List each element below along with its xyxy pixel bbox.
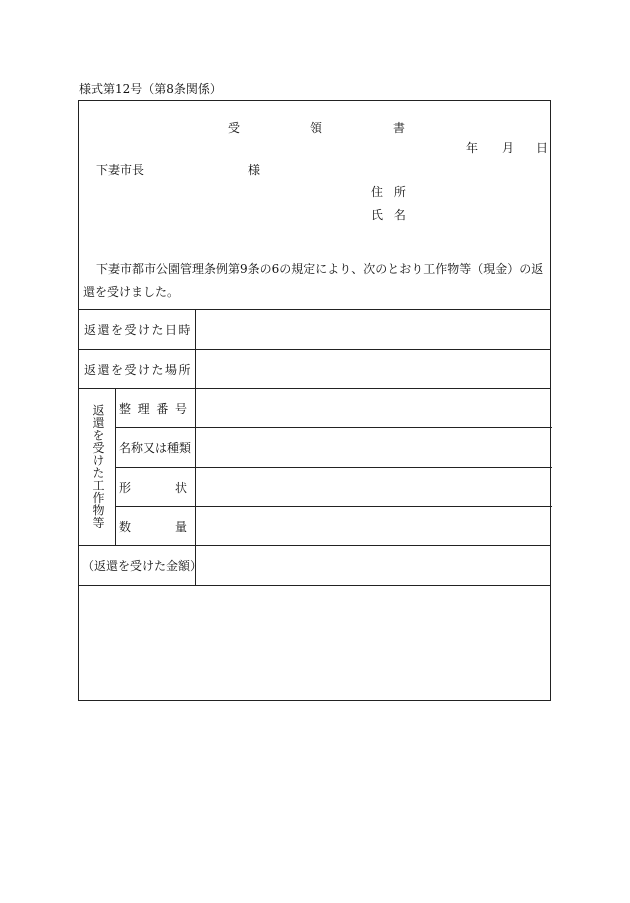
title-char-2: 領 bbox=[310, 121, 323, 135]
column-divider bbox=[115, 388, 116, 545]
serial-number-char-2: 理 bbox=[137, 401, 150, 416]
date-year: 年 bbox=[466, 141, 479, 155]
name-label-char-1: 氏 bbox=[371, 208, 384, 222]
name-or-type-field[interactable] bbox=[196, 428, 552, 467]
quantity-field[interactable] bbox=[196, 507, 552, 545]
address-label bbox=[371, 183, 406, 200]
title-char-1: 受 bbox=[228, 121, 241, 135]
quantity-char-2: 量 bbox=[174, 519, 187, 534]
date-month: 月 bbox=[502, 141, 515, 155]
document-title bbox=[79, 119, 550, 135]
date-line bbox=[79, 139, 550, 155]
receipt-form bbox=[78, 100, 551, 701]
addressee-honorific: 様 bbox=[248, 163, 261, 177]
form-number: 様式第12号（第8条関係） bbox=[79, 82, 222, 96]
serial-number-label bbox=[119, 389, 187, 427]
returned-amount-label: （返還を受けた金額） bbox=[82, 559, 203, 573]
shape-char-2: 状 bbox=[174, 480, 187, 495]
shape-char-1: 形 bbox=[119, 480, 132, 495]
return-place-field[interactable] bbox=[196, 350, 552, 388]
return-datetime-field[interactable] bbox=[196, 310, 552, 349]
serial-number-char-3: 番 bbox=[156, 401, 169, 416]
serial-number-char-4: 号 bbox=[174, 401, 187, 416]
name-or-type-label: 名称又は種類 bbox=[119, 441, 192, 455]
return-place-label: 返還を受けた場所 bbox=[84, 362, 193, 377]
remarks-area[interactable] bbox=[79, 586, 550, 700]
serial-number-field[interactable] bbox=[196, 389, 552, 427]
shape-field[interactable] bbox=[196, 468, 552, 506]
quantity-char-1: 数 bbox=[119, 519, 132, 534]
date-day: 日 bbox=[536, 141, 549, 155]
name-label bbox=[371, 206, 406, 223]
shape-label bbox=[119, 468, 187, 506]
body-text: 下妻市都市公園管理条例第9条の6の規定により、次のとおり工作物等（現金）の返還を受けました。 bbox=[83, 262, 544, 299]
address-label-char-1: 住 bbox=[371, 185, 384, 199]
title-char-3: 書 bbox=[393, 121, 406, 135]
serial-number-char-1: 整 bbox=[119, 401, 132, 416]
returned-items-group-label: 返還を受けた工作物等 bbox=[91, 404, 105, 529]
name-label-char-2: 名 bbox=[393, 208, 406, 222]
address-label-char-2: 所 bbox=[393, 185, 406, 199]
returned-amount-field[interactable] bbox=[196, 546, 552, 585]
return-datetime-label: 返還を受けた日時 bbox=[84, 323, 193, 337]
addressee-name: 下妻市長 bbox=[96, 163, 145, 177]
quantity-label bbox=[119, 507, 187, 545]
